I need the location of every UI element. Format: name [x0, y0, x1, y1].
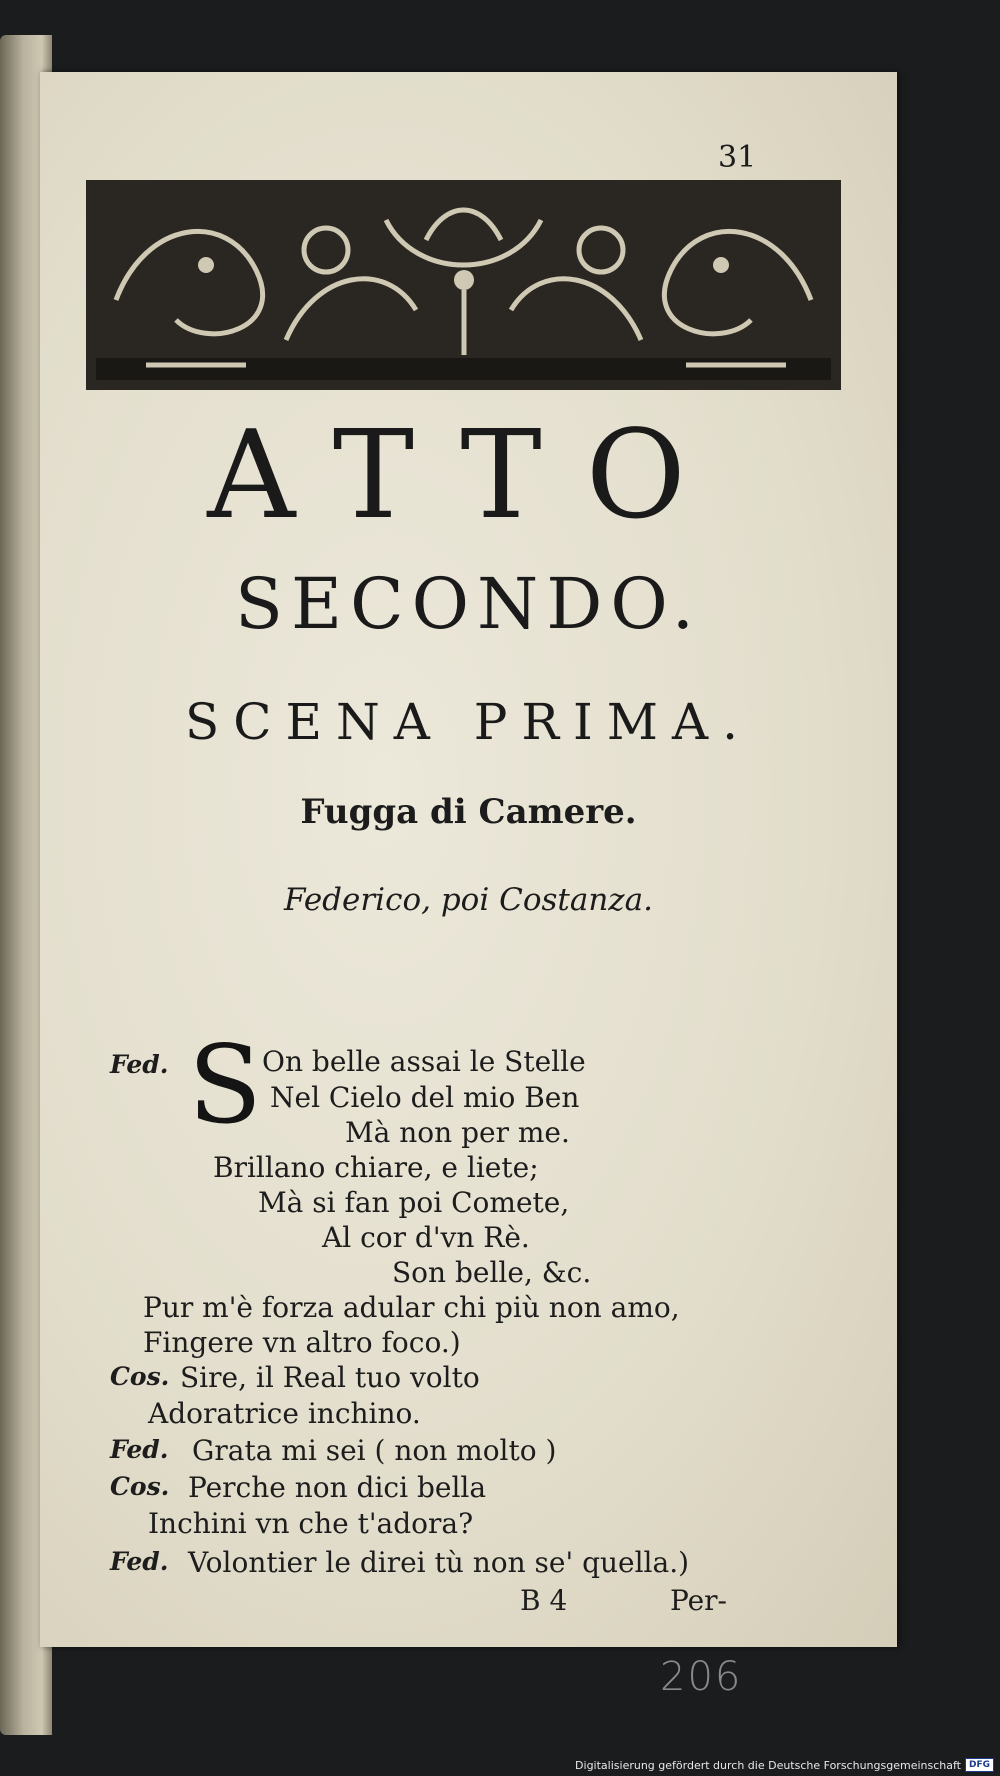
book-page [40, 72, 897, 1700]
scene-setting: Fugga di Camere. [300, 792, 637, 832]
signature-mark: B 4 [520, 1584, 568, 1617]
footer-credit: Digitalisierung gefördert durch die Deutsche Forschungsgemeinschaft [575, 1758, 961, 1772]
verse-line: Son belle, &c. [392, 1256, 592, 1289]
scene-title: SCENA PRIMA. [185, 693, 752, 751]
drop-cap-initial: S [188, 1023, 262, 1148]
verse-line: Nel Cielo del mio Ben [270, 1081, 580, 1114]
verse-line: Volontier le direi tù non se' quella.) [188, 1546, 690, 1579]
pencil-annotation: 206 [660, 1654, 743, 1700]
scene-characters: Federico, poi Costanza. [284, 882, 653, 918]
verse-line: Al cor d'vn Rè. [322, 1221, 530, 1254]
act-number-title: SECONDO. [235, 563, 702, 645]
speaker-label: Fed. [110, 1050, 169, 1079]
speaker-label: Cos. [110, 1472, 170, 1501]
speaker-label: Cos. [110, 1362, 170, 1391]
verse-line: Sire, il Real tuo volto [180, 1361, 480, 1394]
ornamental-headpiece [86, 180, 841, 390]
verse-line: Adoratrice inchino. [148, 1397, 421, 1430]
page-number: 31 [718, 140, 757, 175]
verse-line: Mà si fan poi Comete, [258, 1186, 570, 1219]
verse-line: On belle assai le Stelle [262, 1045, 586, 1078]
dfg-logo: DFG [965, 1758, 994, 1772]
speaker-label: Fed. [110, 1435, 169, 1464]
act-title: ATTO [207, 404, 730, 546]
verse-line: Brillano chiare, e liete; [213, 1151, 539, 1184]
catchword: Per- [670, 1584, 727, 1617]
digitization-footer [575, 1758, 994, 1772]
verse-line: Mà non per me. [345, 1116, 570, 1149]
verse-line: Perche non dici bella [188, 1471, 487, 1504]
verse-line: Pur m'è forza adular chi più non amo, [143, 1291, 680, 1324]
verse-line: Fingere vn altro foco.) [143, 1326, 461, 1359]
verse-line: Grata mi sei ( non molto ) [192, 1434, 557, 1467]
speaker-label: Fed. [110, 1547, 169, 1576]
verse-line: Inchini vn che t'adora? [148, 1507, 474, 1540]
